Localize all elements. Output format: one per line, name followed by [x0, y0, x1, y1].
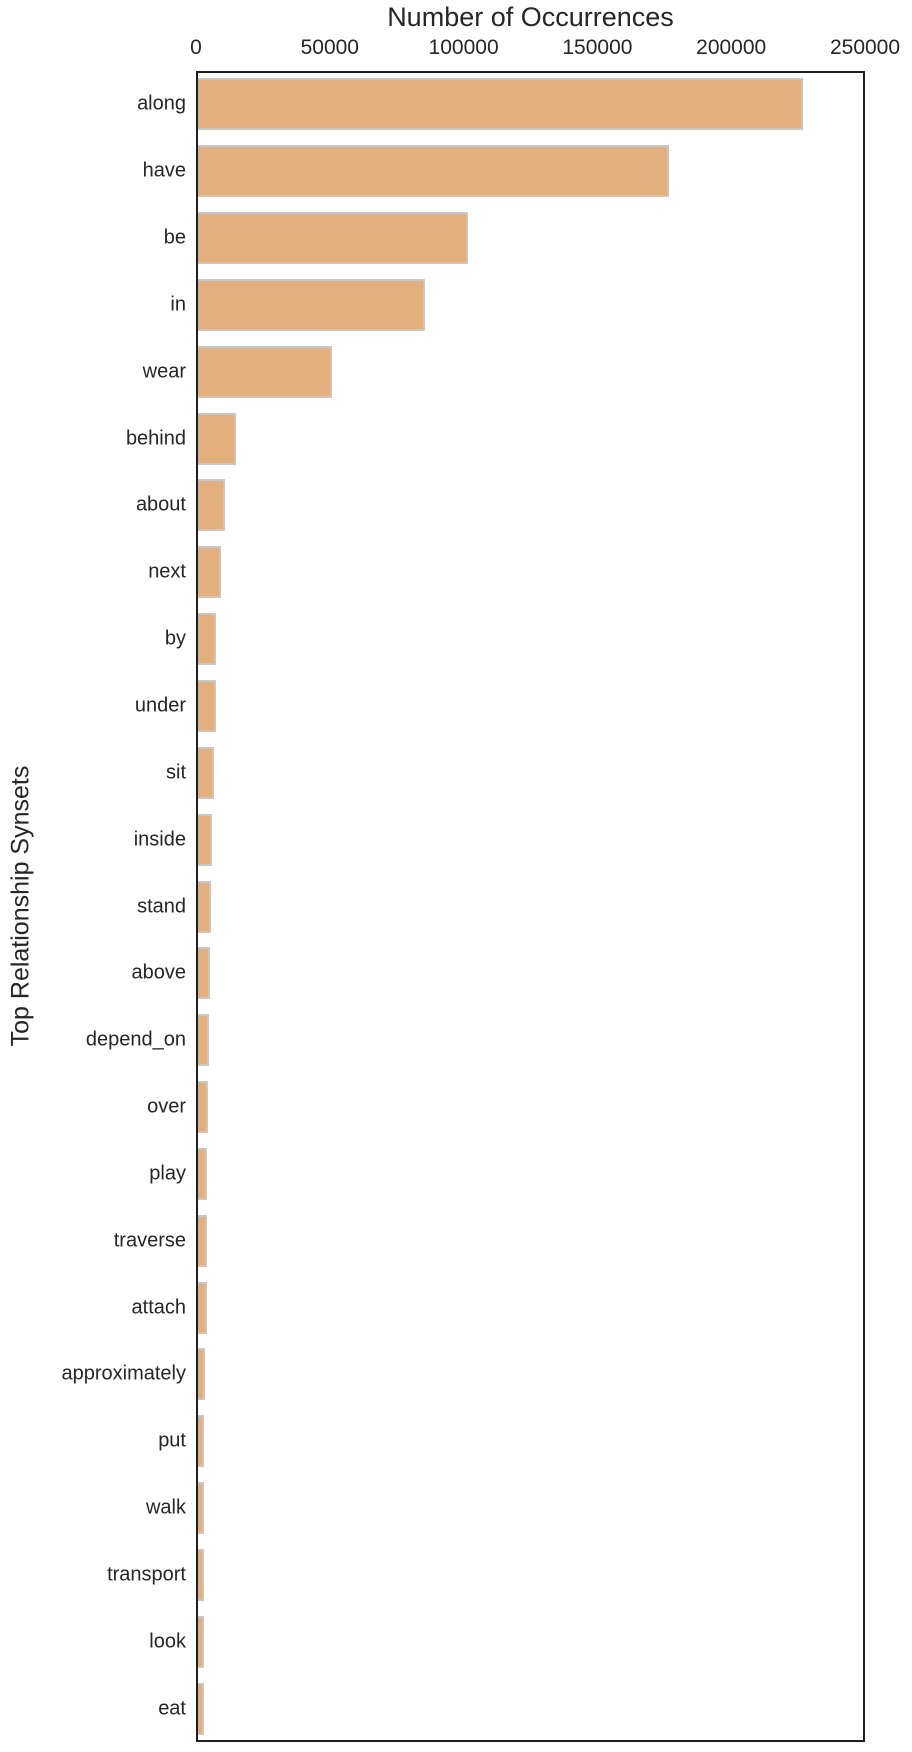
y-tick-label: behind	[125, 427, 186, 450]
bar-sit	[198, 747, 214, 799]
x-tick-label: 100000	[428, 36, 499, 59]
bar-wear	[198, 346, 332, 398]
x-axis-title: Number of Occurrences	[387, 2, 674, 32]
y-tick-label: inside	[133, 828, 186, 851]
y-tick-label: put	[158, 1429, 186, 1452]
bar-eat	[198, 1683, 204, 1735]
x-tick-label: 250000	[829, 36, 901, 59]
y-tick-label: sit	[166, 761, 186, 784]
bar-have	[198, 145, 669, 197]
y-tick-label: stand	[137, 895, 186, 917]
y-tick-label: attach	[131, 1296, 186, 1319]
bar-traverse	[198, 1215, 207, 1267]
bar-depend_on	[198, 1014, 209, 1066]
bar-transport	[198, 1549, 204, 1601]
y-tick-label: traverse	[113, 1229, 186, 1252]
bar-play	[198, 1148, 207, 1200]
y-tick-label: walk	[145, 1496, 186, 1519]
y-axis-label: Top Relationship Synsets	[6, 765, 35, 1047]
y-tick-label: under	[134, 694, 186, 717]
y-tick-label: eat	[158, 1697, 186, 1720]
x-tick-label: 50000	[300, 36, 359, 59]
y-tick-label: above	[131, 961, 186, 984]
bar-approximately	[198, 1348, 205, 1400]
y-tick-label: look	[149, 1630, 186, 1653]
bar-be	[198, 212, 468, 264]
y-tick-label: transport	[107, 1563, 186, 1586]
y-tick-label: depend_on	[85, 1028, 186, 1051]
y-tick-label: about	[135, 493, 186, 516]
plot-area	[196, 71, 865, 1742]
bar-over	[198, 1081, 208, 1133]
y-tick-label: approximately	[61, 1362, 186, 1385]
bar-under	[198, 680, 216, 732]
bar-about	[198, 479, 225, 531]
y-tick-label: along	[137, 92, 186, 115]
y-tick-label: by	[164, 627, 186, 650]
bar-put	[198, 1415, 204, 1467]
bar-by	[198, 613, 216, 665]
bar-along	[198, 78, 803, 130]
bar-behind	[198, 413, 236, 465]
bar-next	[198, 546, 221, 598]
y-tick-label: be	[163, 226, 186, 249]
x-tick-label: 150000	[562, 36, 633, 59]
x-tick-label: 0	[190, 36, 202, 59]
bar-inside	[198, 814, 212, 866]
y-tick-label: wear	[142, 360, 186, 383]
bar-walk	[198, 1482, 204, 1534]
bar-above	[198, 947, 210, 999]
x-tick-label: 200000	[696, 36, 767, 59]
bar-look	[198, 1616, 204, 1668]
bar-stand	[198, 881, 211, 933]
y-tick-label: have	[142, 159, 186, 182]
y-tick-label: over	[147, 1095, 186, 1118]
bar-in	[198, 279, 425, 331]
y-tick-label: in	[170, 293, 186, 316]
y-tick-label: next	[148, 560, 186, 583]
bar-attach	[198, 1282, 207, 1334]
y-tick-label: play	[149, 1162, 186, 1185]
